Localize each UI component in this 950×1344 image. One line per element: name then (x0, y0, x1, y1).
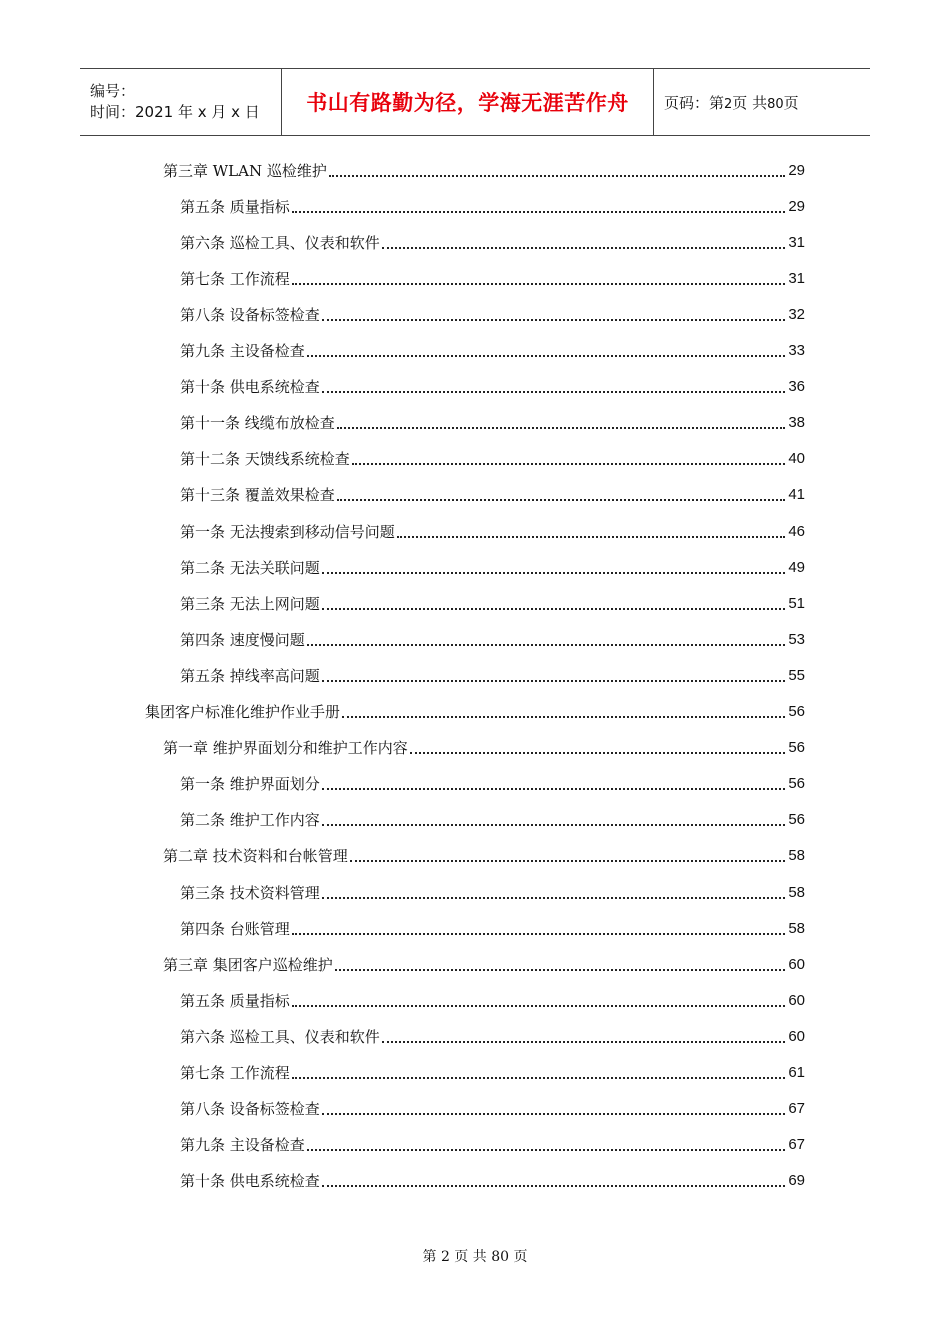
toc-leader-dots (410, 751, 785, 754)
toc-entry[interactable] (180, 513, 805, 549)
toc-entry[interactable] (180, 657, 805, 693)
toc-leader-dots (292, 1004, 785, 1007)
toc-entry-title: 第五条 质量指标 (180, 197, 290, 216)
toc-leader-dots (307, 1148, 785, 1151)
toc-entry[interactable] (180, 874, 805, 910)
toc-entry[interactable] (180, 369, 805, 405)
header-motto-cell (282, 69, 654, 135)
page-current: 2 (724, 96, 733, 112)
toc-entry-page: 41 (788, 486, 805, 504)
toc-entry-title: 第三章 WLAN 巡检维护 (163, 161, 327, 180)
toc-entry-title: 第七条 工作流程 (180, 1064, 290, 1082)
toc-entry-page: 56 (788, 703, 805, 720)
toc-entry[interactable] (180, 982, 805, 1018)
toc-entry[interactable] (163, 730, 805, 766)
toc-leader-dots (329, 174, 785, 177)
toc-entry-page: 67 (788, 1100, 805, 1118)
toc-entry-title: 第十二条 天馈线系统检查 (180, 450, 350, 469)
toc-entry-title: 第五条 质量指标 (180, 991, 290, 1010)
toc-leader-dots (337, 498, 785, 501)
toc-leader-dots (307, 354, 785, 357)
toc-entry[interactable] (180, 1163, 805, 1199)
toc-leader-dots (322, 318, 785, 321)
toc-entry-page: 29 (788, 161, 805, 179)
toc-entry[interactable] (180, 224, 805, 260)
toc-entry-page: 56 (788, 739, 805, 757)
toc-leader-dots (350, 859, 785, 862)
toc-entry-page: 40 (788, 450, 805, 468)
toc-leader-dots (322, 607, 785, 610)
toc-leader-dots (322, 571, 785, 574)
toc-entry-title: 第九条 主设备检查 (180, 1136, 305, 1155)
toc-leader-dots (322, 390, 785, 393)
toc-entry-page: 56 (788, 775, 805, 793)
toc-entry-title: 第十条 供电系统检查 (180, 378, 320, 397)
toc-entry[interactable] (180, 296, 805, 332)
toc-entry-title: 第三章 集团客户巡检维护 (163, 955, 333, 974)
toc-entry-page: 61 (788, 1064, 805, 1081)
time-label: 时间：2021 年 x 月 x 日 (90, 103, 260, 121)
toc-entry[interactable] (180, 910, 805, 946)
toc-leader-dots (397, 535, 785, 538)
toc-entry-title: 集团客户标准化维护作业手册 (145, 703, 341, 721)
header-page-info (654, 69, 870, 135)
toc-entry-title: 第十一条 线缆布放检查 (180, 414, 335, 433)
page-suffix: 页 (783, 93, 799, 112)
page-header (80, 68, 870, 136)
toc-entry-title: 第一章 维护界面划分和维护工作内容 (163, 739, 408, 758)
toc-entry-page: 38 (788, 414, 805, 432)
toc-entry-page: 58 (788, 847, 805, 865)
toc-entry[interactable] (163, 946, 805, 982)
toc-leader-dots (352, 462, 785, 465)
toc-entry-title: 第二条 维护工作内容 (180, 811, 320, 830)
toc-entry-title: 第八条 设备标签检查 (180, 305, 320, 324)
page-footer: 第 2 页 共 80 页 (422, 1249, 528, 1265)
toc-entry[interactable] (180, 585, 805, 621)
toc-entry-page: 31 (788, 269, 805, 287)
toc-entry-title: 第四条 速度慢问题 (180, 630, 305, 649)
toc-leader-dots (292, 1076, 785, 1079)
page-prefix: 页码：第 (664, 93, 725, 112)
toc-leader-dots (307, 643, 785, 646)
toc-entry-page: 32 (788, 305, 805, 323)
toc-leader-dots (322, 1184, 785, 1187)
toc-entry-page: 60 (788, 955, 805, 973)
toc-entry-page: 31 (788, 233, 805, 251)
toc-leader-dots (335, 968, 785, 971)
toc-entry-title: 第五条 掉线率高问题 (180, 666, 320, 685)
toc-entry-page: 60 (788, 1027, 805, 1045)
toc-entry-title: 第二章 技术资料和台帐管理 (163, 847, 348, 866)
toc-entry-title: 第三条 无法上网问题 (180, 594, 320, 613)
toc-entry[interactable] (180, 1018, 805, 1054)
toc-entry-page: 36 (788, 378, 805, 396)
toc-entry[interactable] (180, 260, 805, 296)
toc-entry-page: 69 (788, 1172, 805, 1190)
toc-entry-page: 58 (788, 883, 805, 901)
toc-leader-dots (292, 210, 785, 213)
toc-leader-dots (342, 715, 785, 718)
toc-entry[interactable] (180, 621, 805, 657)
header-meta (80, 69, 282, 135)
toc-entry[interactable] (180, 333, 805, 369)
toc-entry-title: 第一条 无法搜索到移动信号问题 (180, 522, 395, 541)
toc-entry-page: 58 (788, 919, 805, 937)
toc-leader-dots (322, 896, 785, 899)
toc-entry[interactable] (180, 766, 805, 802)
toc-entry-page: 56 (788, 811, 805, 829)
toc-leader-dots (322, 679, 785, 682)
toc-entry[interactable] (163, 838, 805, 874)
toc-entry[interactable] (180, 188, 805, 224)
toc-leader-dots (337, 426, 785, 429)
toc-entry[interactable] (180, 1091, 805, 1127)
toc-leader-dots (292, 282, 785, 285)
toc-entry[interactable] (145, 694, 805, 730)
toc-entry[interactable] (180, 802, 805, 838)
toc-entry[interactable] (180, 1055, 805, 1091)
toc-leader-dots (382, 246, 785, 249)
toc-entry-title: 第九条 主设备检查 (180, 342, 305, 360)
toc-entry-title: 第六条 巡检工具、仪表和软件 (180, 233, 380, 252)
page-mid: 页 共 (732, 93, 768, 112)
toc-entry-title: 第二条 无法关联问题 (180, 558, 320, 577)
toc-entry-page: 46 (788, 522, 805, 540)
number-label: 编号： (90, 82, 136, 100)
page-total: 80 (767, 96, 784, 112)
toc-entry[interactable] (180, 405, 805, 441)
toc-leader-dots (382, 1040, 785, 1043)
toc-entry[interactable] (180, 1127, 805, 1163)
toc-entry-title: 第七条 工作流程 (180, 269, 290, 288)
toc-leader-dots (322, 787, 785, 790)
toc-entry-page: 49 (788, 558, 805, 576)
toc-entry[interactable] (180, 441, 805, 477)
toc-entry-page: 67 (788, 1136, 805, 1154)
toc-entry-page: 29 (788, 197, 805, 215)
toc-entry-page: 60 (788, 991, 805, 1009)
toc-leader-dots (322, 823, 785, 826)
toc-leader-dots (292, 932, 785, 935)
toc-leader-dots (322, 1112, 785, 1115)
toc-entry[interactable] (180, 549, 805, 585)
toc-entry-title: 第八条 设备标签检查 (180, 1100, 320, 1119)
toc-entry-title: 第六条 巡检工具、仪表和软件 (180, 1027, 380, 1046)
toc-entry[interactable] (163, 152, 805, 188)
toc-entry-title: 第十三条 覆盖效果检查 (180, 486, 335, 505)
toc-entry-page: 51 (788, 594, 805, 612)
toc-entry-title: 第四条 台账管理 (180, 919, 290, 938)
toc-entry-page: 53 (788, 630, 805, 648)
toc-entry-page: 33 (788, 342, 805, 359)
header-motto: 书山有路勤为径，学海无涯苦作舟 (306, 91, 629, 115)
toc-entry-title: 第三条 技术资料管理 (180, 883, 320, 902)
toc-entry-page: 55 (788, 666, 805, 684)
toc-entry-title: 第一条 维护界面划分 (180, 775, 320, 794)
toc-entry[interactable] (180, 477, 805, 513)
toc-entry-title: 第十条 供电系统检查 (180, 1172, 320, 1191)
